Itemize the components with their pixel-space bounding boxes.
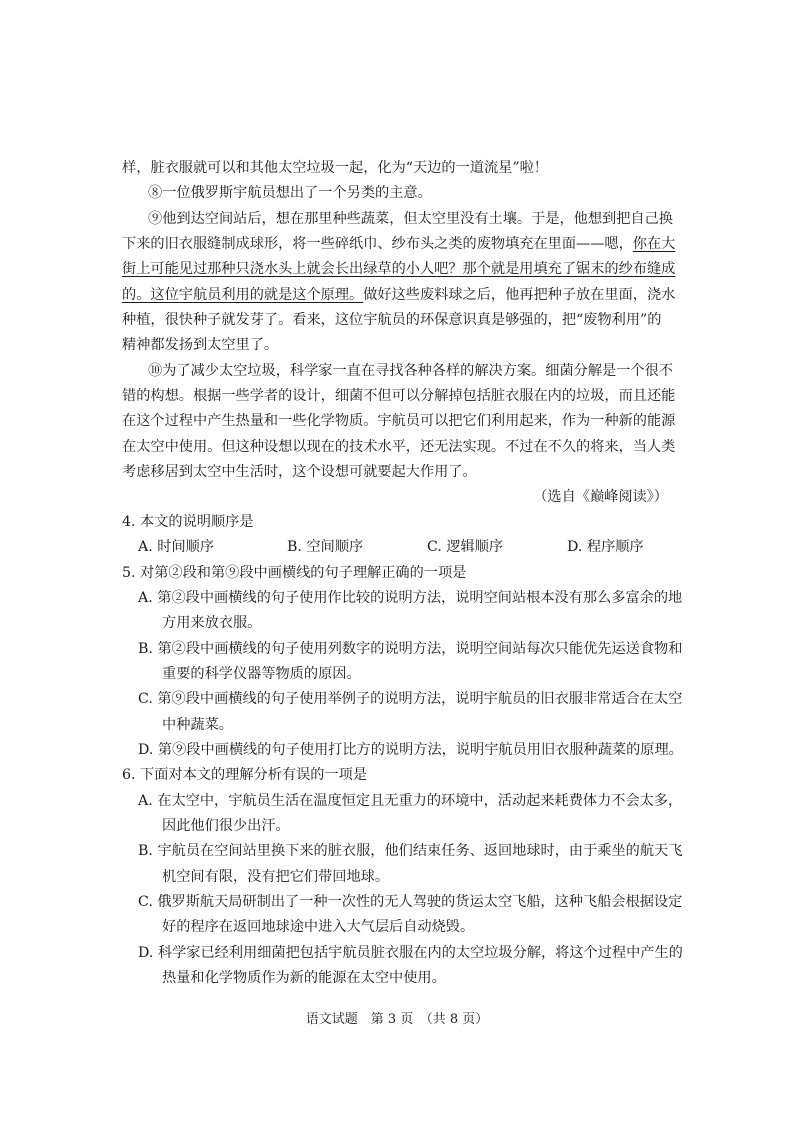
q4-option-b[interactable]: B. 空间顺序 xyxy=(287,539,364,555)
q6-option-b[interactable]: B. 宇航员在空间站里换下来的脏衣服，他们结束任务、返回地球时，由于乘坐的航天飞 xyxy=(138,843,683,859)
paragraph-9-line xyxy=(122,285,676,305)
paragraph-9-line: ⑨他到达空间站后，想在那里种些蔬菜，但太空里没有土壤。于是，他想到把自己换 xyxy=(148,211,673,227)
q4-option-a[interactable]: A. 时间顺序 xyxy=(138,539,215,555)
q6-option-a[interactable]: A. 在太空中，宇航员生活在温度恒定且无重力的环境中，活动起来耗费体力不会太多， xyxy=(138,793,683,809)
q5-option-c[interactable]: C. 第⑨段中画横线的句子使用举例子的说明方法，说明宇航员的旧衣服非常适合在太空 xyxy=(138,691,683,707)
passage-text: 做好这些废料球之后，他再把种子放在里面，浇水 xyxy=(363,287,676,303)
q5-option-c-cont: 中种蔬菜。 xyxy=(162,717,233,733)
q5-option-b[interactable]: B. 第②段中画横线的句子使用列数字的说明方法，说明空间站每次只能优先运送食物和 xyxy=(138,641,683,657)
paragraph-10-line: 考虑移居到太空中生活时，这个设想可就要起大作用了。 xyxy=(122,464,477,480)
q4-option-c[interactable]: C. 逻辑顺序 xyxy=(427,539,504,555)
underlined-sentence: 街上可能见过那种只浇水头上就会长出绿草的小人吧？那个就是用填充了锯末的纱布缝成 xyxy=(122,261,676,277)
q6-option-c[interactable]: C. 俄罗斯航天局研制出了一种一次性的无人驾驶的货运太空飞船，这种飞船会根据设定 xyxy=(138,894,683,910)
q5-option-d[interactable]: D. 第⑨段中画横线的句子使用打比方的说明方法，说明宇航员用旧衣服种蔬菜的原理。 xyxy=(138,742,683,758)
paragraph-9-line xyxy=(122,234,676,254)
paragraph-9-line: 精神都发扬到太空里了。 xyxy=(122,337,279,353)
q5-option-a[interactable]: A. 第②段中画横线的句子使用作比较的说明方法，说明空间站根本没有那么多富余的地 xyxy=(138,590,683,606)
passage-line: 样，脏衣服就可以和其他太空垃圾一起，化为“天边的一道流星”啦！ xyxy=(122,160,548,176)
q4-option-d[interactable]: D. 程序顺序 xyxy=(567,539,644,555)
source-citation: （选自《巅峰阅读》） xyxy=(533,489,668,505)
q6-option-c-cont: 好的程序在返回地球途中进入大气层后自动烧毁。 xyxy=(162,919,475,935)
q5-option-a-cont: 方用来放衣服。 xyxy=(162,615,262,631)
q6-option-d[interactable]: D. 科学家已经利用细菌把包括宇航员脏衣服在内的太空垃圾分解，将这个过程中产生的 xyxy=(138,945,683,961)
question-4-stem: 4. 本文的说明顺序是 xyxy=(122,514,254,530)
underlined-sentence: 你在大 xyxy=(632,236,676,252)
paragraph-10-line: 在太空中使用。但这种设想以现在的技术水平，还无法实现。不过在不久的将来，当人类 xyxy=(122,439,676,455)
question-5-stem: 5. 对第②段和第⑨段中画横线的句子理解正确的一项是 xyxy=(122,565,467,581)
page-footer: 语文试题 第 3 页 （共 8 页） xyxy=(305,1012,489,1027)
q6-option-a-cont: 因此他们很少出汗。 xyxy=(162,818,290,834)
paragraph-9-line: 种植，很快种子就发芽了。看来，这位宇航员的环保意识真是够强的，把“废物利用”的 xyxy=(122,312,662,328)
paragraph-10-line: 在这个过程中产生热量和一些化学物质。宇航员可以把它们利用起来，作为一种新的能源 xyxy=(122,413,676,429)
underlined-sentence: 的。这位宇航员利用的就是这个原理。 xyxy=(122,287,364,303)
passage-text: 下来的旧衣服缝制成球形，将一些碎纸巾、纱布头之类的废物填充在里面——嗯， xyxy=(122,236,633,252)
q5-option-b-cont: 重要的科学仪器等物质的原因。 xyxy=(162,666,361,682)
q6-option-d-cont: 热量和化学物质作为新的能源在太空中使用。 xyxy=(162,970,446,986)
question-6-stem: 6. 下面对本文的理解分析有误的一项是 xyxy=(122,767,368,783)
paragraph-10-line: ⑩为了减少太空垃圾，科学家一直在寻找各种各样的解决方案。细菌分解是一个很不 xyxy=(148,363,673,379)
q6-option-b-cont: 机空间有限，没有把它们带回地球。 xyxy=(162,869,390,885)
paragraph-10-line: 错的构想。根据一些学者的设计，细菌不但可以分解掉包括脏衣服在内的垃圾，而且还能 xyxy=(122,388,676,404)
paragraph-8: ⑧一位俄罗斯宇航员想出了一个另类的主意。 xyxy=(148,185,432,201)
